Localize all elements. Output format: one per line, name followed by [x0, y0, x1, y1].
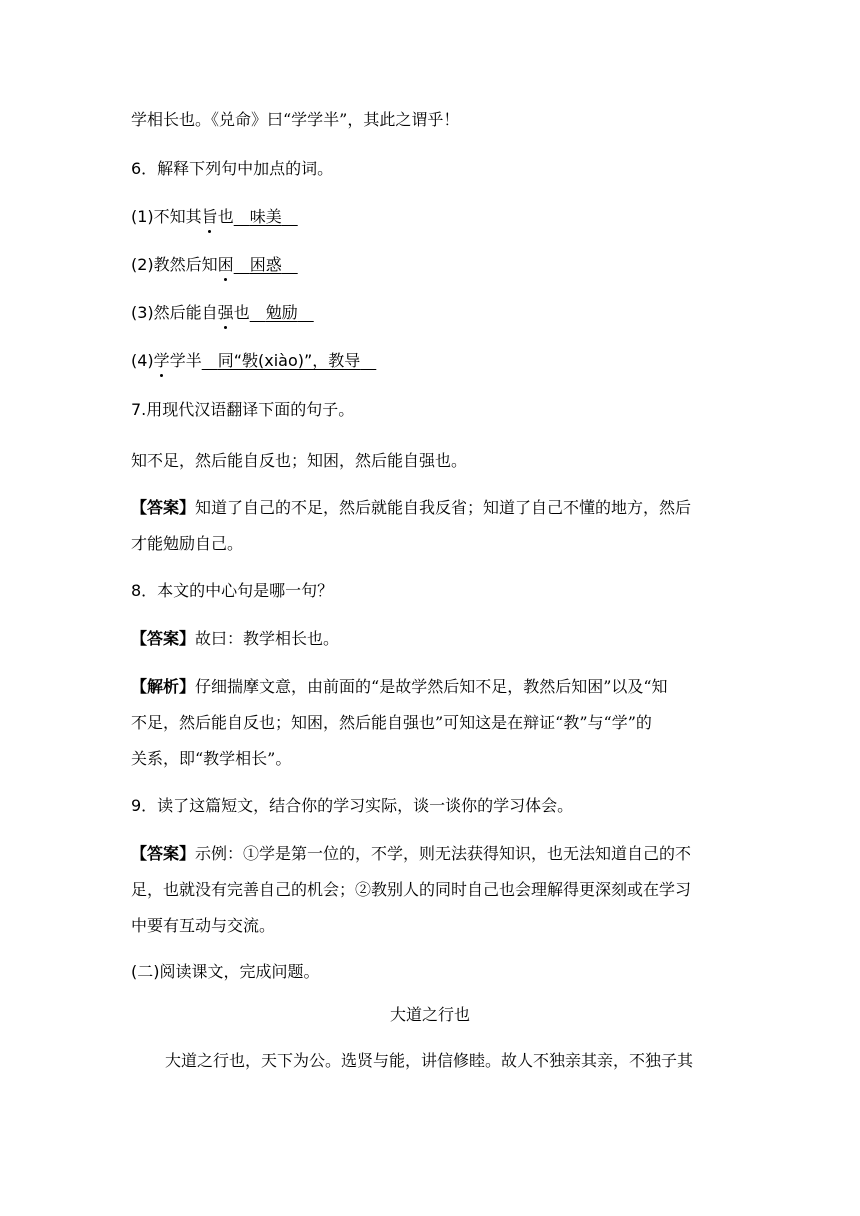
- question-6-item-3: (3)然后能自强也 勉励: [131, 302, 314, 324]
- answer-label: 【答案】: [131, 844, 196, 863]
- answer-blank: 同“斅(xiào)”，教导: [217, 351, 361, 370]
- question-9-answer-line-1: 【答案】示例：①学是第一位的，不学，则无法获得知识，也无法知道自己的不: [131, 844, 692, 863]
- answer-label: 【答案】: [131, 498, 196, 517]
- passage-first-line: 大道之行也，天下为公。选贤与能，讲信修睦。故人不独亲其亲，不独子其: [165, 1051, 694, 1070]
- dotted-word: 强: [217, 303, 234, 322]
- question-6-item-2: (2)教然后知困 困惑: [131, 254, 298, 276]
- question-9-stem: 9．读了这篇短文，结合你的学习实际，谈一谈你的学习体会。: [131, 796, 574, 815]
- question-6-item-1: (1)不知其旨也 味美: [131, 206, 298, 228]
- question-7-answer-line-1: 【答案】知道了自己的不足，然后就能自我反省；知道了自己不懂的地方，然后: [131, 498, 692, 517]
- analysis-label: 【解析】: [131, 677, 196, 696]
- question-9-answer-line-2: 足，也就没有完善自己的机会；②教别人的同时自己也会理解得更深刻或在学习: [131, 880, 692, 899]
- passage-text-line: 学相长也。《兑命》曰“学学半”，其此之谓乎！: [131, 110, 460, 129]
- question-8-analysis-line-2: 不足，然后能自反也；知困，然后能自强也”可知这是在辩证“教”与“学”的: [131, 713, 652, 732]
- passage-title: 大道之行也: [389, 1005, 470, 1024]
- question-7-stem: 7.用现代汉语翻译下面的句子。: [131, 400, 355, 419]
- answer-blank: 味美: [249, 207, 282, 226]
- question-7-sentence: 知不足，然后能自反也；知困，然后能自强也。: [131, 451, 468, 470]
- question-7-answer-line-2: 才能勉励自己。: [131, 534, 244, 553]
- section-2-heading: (二)阅读课文，完成问题。: [131, 962, 320, 981]
- answer-label: 【答案】: [131, 629, 196, 648]
- question-8-analysis-line-1: 【解析】仔细揣摩文意，由前面的“是故学然后知不足，教然后知困”以及“知: [131, 677, 668, 696]
- question-9-answer-line-3: 中要有互动与交流。: [131, 916, 276, 935]
- dotted-word: 旨: [201, 207, 218, 226]
- question-8-stem: 8．本文的中心句是哪一句？: [131, 581, 334, 600]
- answer-blank: 勉励: [265, 303, 298, 322]
- dotted-word: 困: [217, 255, 234, 274]
- question-6-stem: 6．解释下列句中加点的词。: [131, 159, 334, 178]
- question-6-item-4: (4)学学半 同“斅(xiào)”，教导: [131, 350, 376, 372]
- answer-blank: 困惑: [249, 255, 282, 274]
- question-8-answer: 【答案】故曰：教学相长也。: [131, 629, 340, 648]
- dotted-word: 学: [153, 351, 170, 370]
- question-8-analysis-line-3: 关系，即“教学相长”。: [131, 749, 292, 768]
